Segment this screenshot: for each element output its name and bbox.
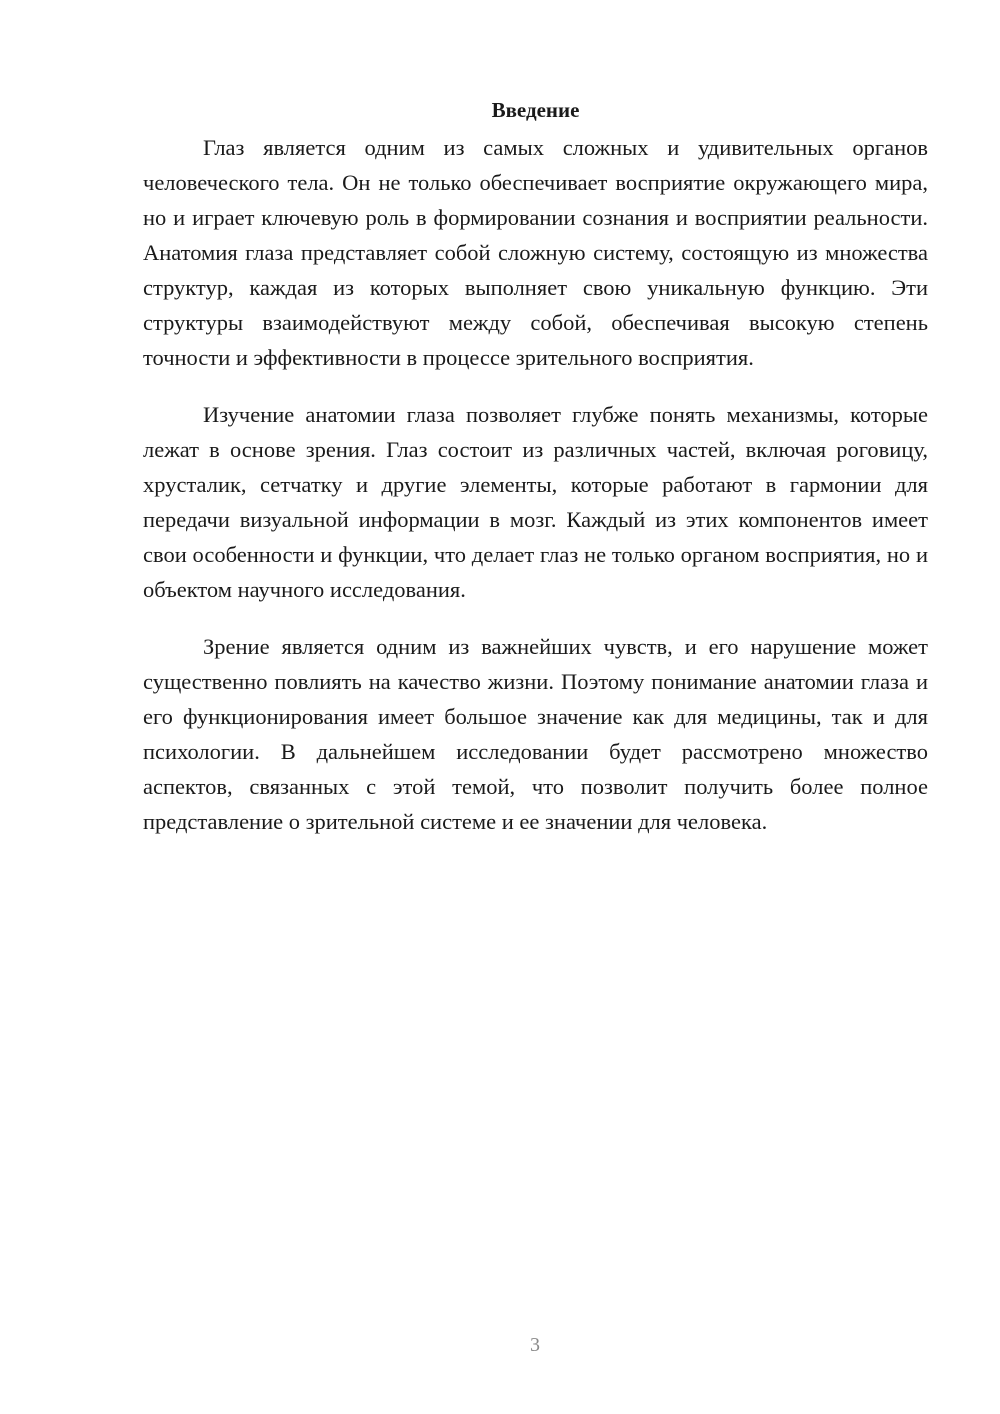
paragraph-3: Зрение является одним из важнейших чувств, и его нарушение может существенно повлиять на качество жизни. Поэтому понимание анатомии глаза и его функционирования имеет большое значение как для медицины, так и для психологии. В дальнейшем исследовании будет рассмотрено множество аспектов, связанных с этой темой, что позволит получить более полное представление о зрительной системе и ее значении для человека.: [143, 634, 928, 834]
page-number: 3: [530, 1334, 540, 1356]
section-title: Введение: [491, 98, 580, 122]
paragraph-1: Глаз является одним из самых сложных и удивительных органов человеческого тела. Он не только обеспечивает восприятие окружающего мира, но и играет ключевую роль в формировании сознания и восприятии реальности. Анатомия глаза представляет собой сложную систему, состоящую из множества структур, каждая из которых выполняет свою уникальную функцию. Эти структуры взаимодействуют между собой, обеспечивая высокую степень точности и эффективности в процессе зрительного восприятия.: [143, 135, 928, 370]
page-content: [143, 95, 928, 861]
paragraph-2: Изучение анатомии глаза позволяет глубже понять механизмы, которые лежат в основе зрения. Глаз состоит из различных частей, включая роговицу, хрусталик, сетчатку и другие элементы, которые работают в гармонии для передачи визуальной информации в мозг. Каждый из этих компонентов имеет свои особенности и функции, что делает глаз не только органом восприятия, но и объектом научного исследования.: [143, 402, 928, 602]
